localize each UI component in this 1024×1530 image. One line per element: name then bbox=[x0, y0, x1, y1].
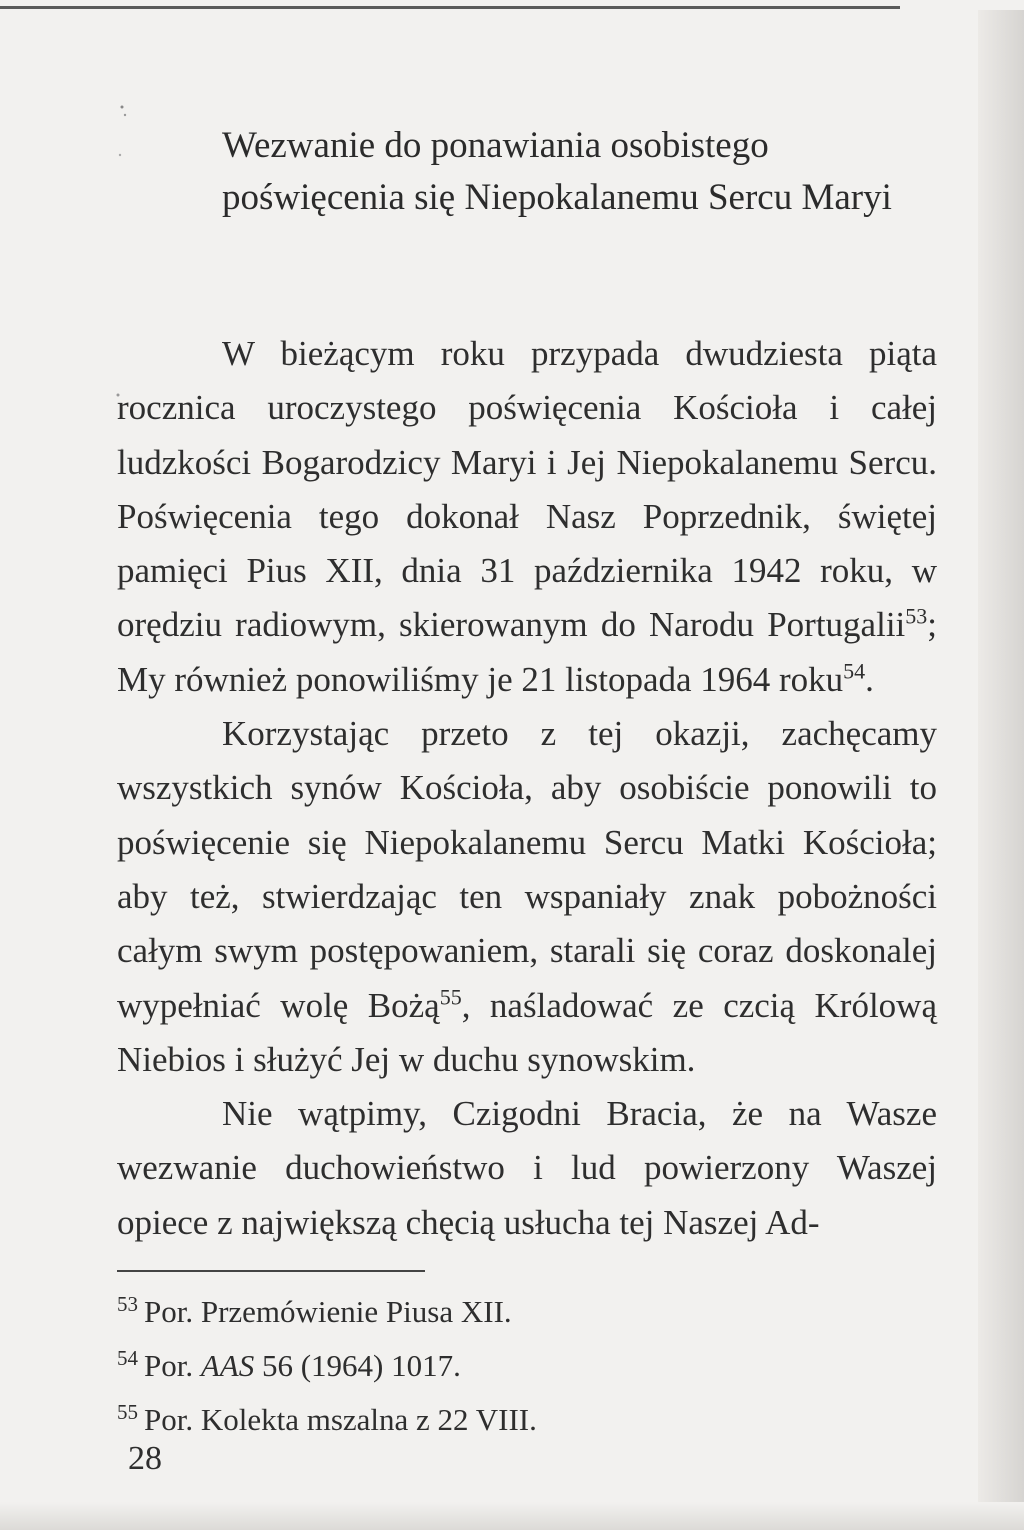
text-run: 56 (1964) 1017. bbox=[254, 1348, 461, 1383]
italic-text: AAS bbox=[200, 1348, 255, 1383]
footnote-reference: 53 bbox=[905, 603, 928, 629]
footnote-number: 53 bbox=[117, 1291, 138, 1316]
footnote-reference: 55 bbox=[439, 983, 462, 1009]
text-run: ; My również ponowiliśmy je 21 listopada 1964 roku bbox=[117, 605, 937, 699]
footnote bbox=[117, 1393, 817, 1447]
footnote-number: 54 bbox=[117, 1345, 138, 1370]
footnote-number: 55 bbox=[117, 1399, 138, 1424]
footnote bbox=[117, 1285, 817, 1339]
text-run: Korzystając przeto z tej okazji, zachęcamy wszystkich synów Kościoła, aby osobiście ponowili to poświęcenie się Niepokalanemu Sercu Matki Kościoła; aby też, stwierdzając ten wspaniały znak pobożności całym swym postępowaniem, starali się coraz doskonalej wypełniać wolę Bożą bbox=[117, 714, 937, 1025]
text-run: , naśladować ze czcią Królową Niebios i służyć Jej w duchu synowskim. bbox=[117, 985, 937, 1079]
text-run: Nie wątpimy, Czigodni Bracia, że na Wasze wezwanie duchowieństwo i lud powierzony Waszej opiece z największą chęcią usłucha tej Naszej Ad- bbox=[117, 1094, 937, 1242]
text-run: . bbox=[865, 659, 874, 699]
scan-top-edge bbox=[0, 6, 900, 9]
page-title: Wezwanie do ponawiania osobistego poświęcenia się Niepokalanemu Sercu Maryi bbox=[222, 125, 892, 218]
footnotes bbox=[117, 1285, 817, 1447]
paragraph bbox=[117, 1087, 937, 1250]
footnote-reference: 54 bbox=[843, 658, 866, 684]
text-run: Por. bbox=[144, 1348, 201, 1383]
paragraph bbox=[117, 707, 937, 1087]
footnote bbox=[117, 1339, 817, 1393]
page-bottom-shadow bbox=[0, 1502, 1024, 1530]
text-run: Por. Przemówienie Piusa XII. bbox=[144, 1294, 512, 1329]
page-gutter-shadow bbox=[978, 10, 1024, 1530]
body-text bbox=[117, 327, 937, 1250]
text-run: W bieżącym roku przypada dwudziesta piąta rocznica uroczystego poświęcenia Kościoła i całej ludzkości Bogarodzicy Maryi i Jej Niepokalanemu Sercu. Poświęcenia tego dokonał Nasz Poprzednik, świętej pamięci Pius XII, dnia 31 października 1942 roku, w orędziu radiowym, skierowanym do Narodu Portugalii bbox=[117, 334, 937, 645]
text-run: Por. Kolekta mszalna z 22 VIII. bbox=[144, 1402, 537, 1437]
paragraph bbox=[117, 327, 937, 707]
footnote-separator bbox=[117, 1270, 425, 1272]
page-number: 28 bbox=[128, 1440, 162, 1477]
